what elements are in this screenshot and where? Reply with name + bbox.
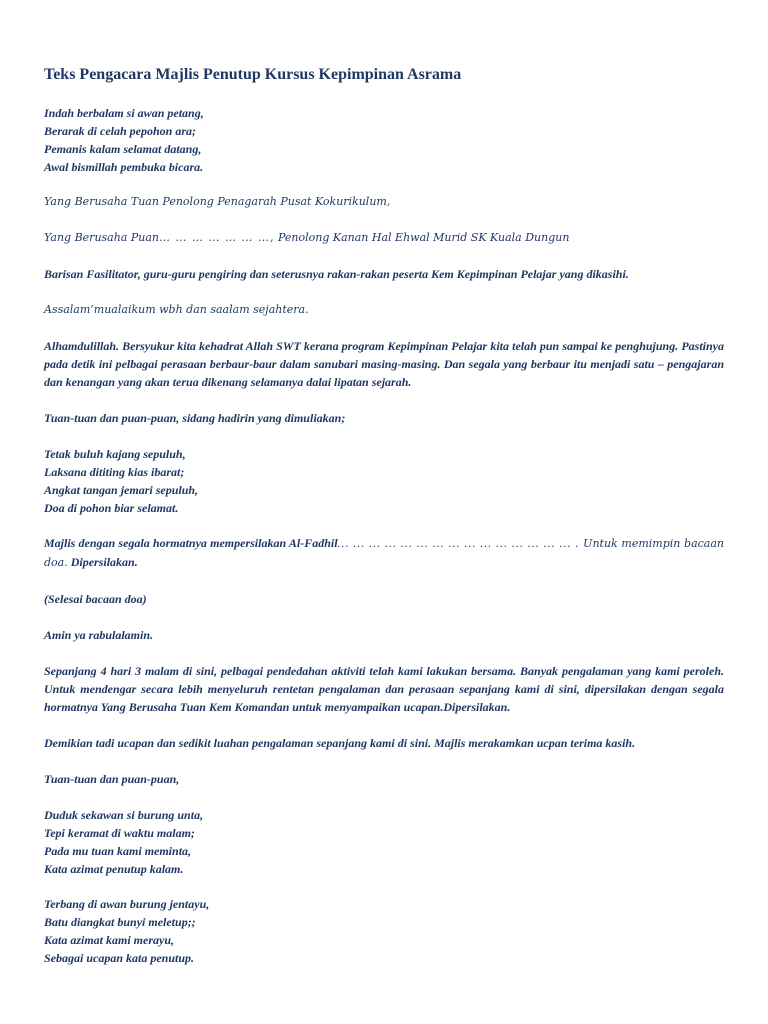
- greeting-fasilitator: Barisan Fasilitator, guru-guru pengiring dan seterusnya rakan-rakan peserta Kem Kepimpinan Pelajar yang dikasihi.: [44, 267, 629, 281]
- pantun-line: Awal bismillah pembuka bicara.: [44, 160, 204, 174]
- salam-greeting: Assalam’mualaikum wbh dan saalam sejahtera.: [44, 303, 309, 316]
- name-placeholder-dots: … … … … … … … … … … … … … … … .: [337, 536, 580, 550]
- pantun-line: Tetak buluh kajang sepuluh,: [44, 447, 186, 461]
- document-title: Teks Pengacara Majlis Penutup Kursus Kepimpinan Asrama: [44, 66, 462, 83]
- pantun-line: Kata azimat penutup kalam.: [44, 862, 184, 876]
- alhamdulillah-paragraph: [44, 337, 724, 391]
- address-tuan-puan: Tuan-tuan dan puan-puan,: [44, 772, 180, 786]
- pantun-line: Indah berbalam si awan petang,: [44, 106, 204, 120]
- pantun-line: Kata azimat kami merayu,: [44, 933, 175, 947]
- greeting-puan-prefix: Yang Berusaha Puan: [44, 231, 159, 244]
- invite-doa-paragraph: [44, 534, 724, 572]
- amin-line: Amin ya rabulalamin.: [44, 628, 154, 642]
- pantun-line: Batu diangkat bunyi meletup;;: [44, 915, 196, 929]
- pantun-line: Tepi keramat di waktu malam;: [44, 826, 195, 840]
- invite-doa-prefix: Majlis dengan segala hormatnya mempersilakan Al-Fadhil: [44, 536, 338, 550]
- name-placeholder-dots: … … … … … … …,: [159, 231, 275, 244]
- invite-doa-mid: Untuk memimpin bacaan doa.: [44, 537, 724, 569]
- greeting-puan-phem: [44, 229, 724, 247]
- selesai-doa-note: (Selesai bacaan doa): [44, 592, 147, 606]
- address-hadirin: Tuan-tuan dan puan-puan, sidang hadirin yang dimuliakan;: [44, 411, 346, 425]
- pantun-line: Terbang di awan burung jentayu,: [44, 897, 210, 911]
- pantun-line: Duduk sekawan si burung unta,: [44, 808, 204, 822]
- pantun-line: Laksana dititing kias ibarat;: [44, 465, 185, 479]
- pantun-closing-1: [44, 806, 724, 878]
- pantun-doa: [44, 445, 724, 517]
- alhamdulillah-lead: Alhamdulillah.: [44, 339, 120, 353]
- pantun-line: Pada mu tuan kami meminta,: [44, 844, 192, 858]
- pantun-line: Angkat tangan jemari sepuluh,: [44, 483, 199, 497]
- pantun-closing-2: [44, 895, 724, 967]
- alhamdulillah-text: Bersyukur kita kehadrat Allah SWT kerana program Kepimpinan Pelajar kita telah pun sampai ke penghujung. Pastinya pada detik ini pelbagai perasaan berbaur-baur dalam sanubari masing-masing. Dan segala yang berbaur itu menjadi satu – pengajaran dan kenangan yang akan terua dikenang selamanya dalai lipatan sejarah.: [44, 339, 724, 389]
- pantun-line: Doa di pohon biar selamat.: [44, 501, 179, 515]
- sepanjang-paragraph: Sepanjang 4 hari 3 malam di sini, pelbagai pendedahan aktiviti telah kami lakukan bersama. Banyak pengalaman yang kami peroleh. Untuk mendengar secara lebih menyeluruh rentetan pengalaman dan perasaan sepanjang kami di sini, dipersilakan dengan segala hormatnya Yang Berusaha Tuan Kem Komandan untuk menyampaikan ucapan.Dipersilakan.: [44, 664, 724, 714]
- greeting-puan-suffix: Penolong Kanan Hal Ehwal Murid SK Kuala Dungun: [274, 231, 570, 244]
- demikian-paragraph: Demikian tadi ucapan dan sedikit luahan pengalaman sepanjang kami di sini. Majlis merakamkan ucpan terima kasih.: [44, 736, 636, 750]
- pantun-line: Pemanis kalam selamat datang,: [44, 142, 202, 156]
- pantun-line: Berarak di celah pepohon ara;: [44, 124, 197, 138]
- pantun-line: Sebagai ucapan kata penutup.: [44, 951, 195, 965]
- invite-doa-end: Dipersilakan.: [67, 555, 138, 569]
- document-body: [44, 104, 724, 967]
- pantun-opening: [44, 104, 724, 176]
- greeting-tuan-penolong: Yang Berusaha Tuan Penolong Penagarah Pusat Kokurikulum,: [44, 195, 391, 208]
